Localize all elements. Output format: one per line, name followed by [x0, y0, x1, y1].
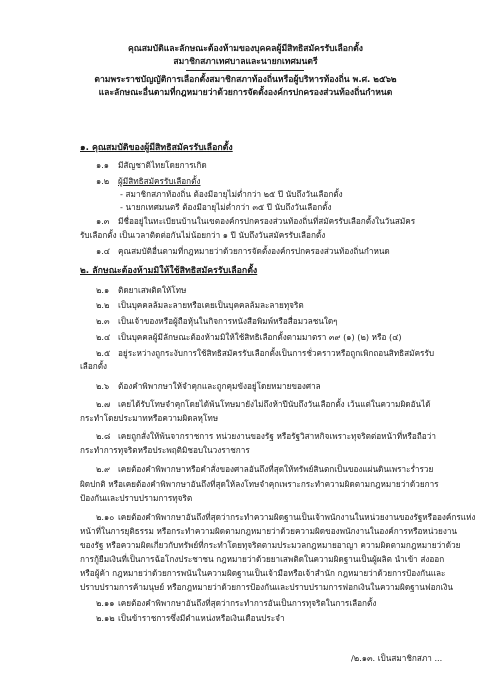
item-2-10-continued-3: การกู้ยืมเงินที่เป็นการฉ้อโกงประชาชน กฎหมายว่าด้วยยาเสพติดในความผิดฐานเป็นผู้ผลิต นำเข้า ส่งออก: [80, 554, 445, 564]
item-number: ๒.๘: [96, 431, 111, 441]
item-2-8: [96, 431, 436, 442]
item-1-2-local-council-age: - สมาชิกสภาท้องถิ่น ต้องมีอายุไม่ต่ำกว่า ๒๕ ปี นับถึงวันเลือกตั้ง: [120, 189, 343, 199]
item-text: มีสัญชาติไทยโดยการเกิด: [118, 160, 207, 170]
header-law-line: ตามพระราชบัญญัติการเลือกตั้งสมาชิกสภาท้องถิ่นหรือผู้บริหารท้องถิ่น พ.ศ. ๒๕๖๒: [94, 75, 397, 85]
section1-title: [80, 143, 233, 154]
item-2-10: [96, 512, 475, 523]
item-2-5: [96, 348, 434, 359]
header-scope-line: และลักษณะอื่นตามที่กฎหมายว่าด้วยการจัดตั้งองค์กรปกครองส่วนท้องถิ่นกำหนด: [98, 88, 393, 98]
item-text: ติดยาเสพติดให้โทษ: [118, 285, 187, 295]
item-text: อยู่ระหว่างถูกระงับการใช้สิทธิสมัครรับเลือกตั้งเป็นการชั่วคราวหรือถูกเพิกถอนสิทธิสมัครรับ: [118, 348, 435, 358]
item-1-2-mayor-age: - นายกเทศมนตรี ต้องมีอายุไม่ต่ำกว่า ๓๕ ปี นับถึงวันเลือกตั้ง: [120, 202, 332, 212]
item-text: เป็นข้าราชการซึ่งมีตำแหน่งหรือเงินเดือนประจำ: [118, 613, 285, 623]
item-2-4: [96, 332, 402, 343]
item-number: ๑.๒: [96, 176, 110, 186]
item-text: คุณสมบัติอื่นตามที่กฎหมายว่าด้วยการจัดตั้งองค์กรปกครองส่วนท้องถิ่นกำหนด: [118, 246, 390, 256]
item-text: เคยต้องคำพิพากษาหรือคำสั่งของศาลอันถึงที่สุดให้ทรัพย์สินตกเป็นของแผ่นดินเพราะร่ำรวย: [118, 464, 434, 474]
item-2-9: [96, 464, 433, 475]
item-1-1: [96, 160, 207, 171]
item-2-1: [96, 285, 186, 296]
section2-title-text: ๒. ลักษณะต้องห้ามมิให้ใช้สิทธิสมัครรับเลือกตั้ง: [80, 266, 258, 276]
item-number: ๒.๑: [96, 285, 110, 295]
item-2-5-continued: เลือกตั้ง: [80, 361, 108, 371]
item-text: เคยได้รับโทษจำคุกโดยได้พ้นโทษมายังไม่ถึงห้าปีนับถึงวันเลือกตั้ง เว้นแต่ในความผิดอันได้: [118, 399, 431, 409]
page-continuation-note: /๒.๑๓. เป็นสมาชิกสภา ...: [351, 653, 443, 663]
header-title-line1: คุณสมบัติและลักษณะต้องห้ามของบุคคลผู้มีสิทธิสมัครรับเลือกตั้ง: [128, 44, 363, 54]
item-text: เคยต้องคำพิพากษาอันถึงที่สุดว่ากระทำความผิดฐานเป็นเจ้าพนักงานในหน่วยงานของรัฐหรือองค์กรแห่ง: [118, 512, 476, 522]
item-2-9-continued-2: ป้องกันและปราบปรามการทุจริต: [80, 493, 193, 503]
header-title-line2: สมาชิกสภาเทศบาลและนายกเทศมนตรี: [173, 57, 318, 67]
item-2-10-continued-5: ปราบปรามการค้ามนุษย์ หรือกฎหมายว่าด้วยการป้องกันและปราบปรามการฟอกเงินในความผิดฐานฟอกเงิน: [80, 582, 453, 592]
item-number: ๒.๙: [96, 464, 110, 474]
item-1-3: [96, 216, 415, 227]
item-1-4: [96, 246, 390, 257]
item-text: เป็นบุคคลล้มละลายหรือเคยเป็นบุคคลล้มละลายทุจริต: [118, 300, 304, 310]
item-number: ๒.๕: [96, 348, 111, 358]
section1-title-text: ๑. คุณสมบัติของผู้มีสิทธิสมัครรับเลือกตั้ง: [80, 143, 233, 153]
item-2-9-continued-1: ผิดปกติ หรือเคยต้องคำพิพากษาอันถึงที่สุดให้ลงโทษจำคุกเพราะกระทำความผิดตามกฎหมายว่าด้วยการ: [80, 479, 439, 489]
item-text: เป็นเจ้าของหรือผู้ถือหุ้นในกิจการหนังสือพิมพ์หรือสื่อมวลชนใดๆ: [118, 316, 338, 326]
item-text: เคยถูกสั่งให้พ้นจากราชการ หน่วยงานของรัฐ หรือรัฐวิสาหกิจเพราะทุจริตต่อหน้าที่หรือถือว่า: [118, 431, 436, 441]
item-2-6: [96, 381, 321, 392]
item-number: ๒.๓: [96, 316, 110, 326]
item-2-7-continued: กระทำโดยประมาทหรือความผิดลหุโทษ: [80, 413, 219, 423]
item-2-10-continued-4: หรือผู้ค้า กฎหมายว่าด้วยการพนันในความผิดฐานเป็นเจ้ามือหรือเจ้าสำนัก กฎหมายว่าด้วยการป้องกันและ: [80, 568, 446, 578]
item-2-7: [96, 399, 431, 410]
item-1-2: [96, 176, 200, 187]
header-divider: [186, 70, 304, 71]
item-2-10-continued-2: ของรัฐ หรือความผิดเกี่ยวกับทรัพย์ที่กระทำโดยทุจริตตามประมวลกฎหมายอาญา ความผิดตามกฎหมายว่าด้วย: [80, 540, 461, 550]
item-2-3: [96, 316, 338, 327]
item-2-11: [96, 598, 376, 609]
item-2-12: [96, 613, 285, 624]
item-text: มีชื่ออยู่ในทะเบียนบ้านในเขตองค์กรปกครองส่วนท้องถิ่นที่สมัครรับเลือกตั้งในวันสมัคร: [118, 216, 416, 226]
item-number: ๒.๒: [96, 300, 110, 310]
item-2-8-continued: กระทำการทุจริตหรือประพฤติมิชอบในวงราชการ: [80, 445, 250, 455]
item-text: เป็นบุคคลผู้มีลักษณะต้องห้ามมิให้ใช้สิทธิเลือกตั้งตามมาตรา ๓๙ (๑) (๒) หรือ (๔): [118, 332, 402, 342]
item-text: เคยต้องคำพิพากษาอันถึงที่สุดว่ากระทำการอันเป็นการทุจริตในการเลือกตั้ง: [118, 598, 377, 608]
item-2-2: [96, 300, 304, 311]
section2-title: [80, 266, 257, 277]
item-number: ๒.๔: [96, 332, 111, 342]
item-1-3-continued: รับเลือกตั้ง เป็นเวลาติดต่อกันไม่น้อยกว่า ๑ ปี นับถึงวันสมัครรับเลือกตั้ง: [80, 230, 326, 240]
item-text: ผู้มีสิทธิสมัครรับเลือกตั้ง: [118, 176, 201, 186]
item-number: ๒.๗: [96, 399, 111, 409]
item-number: ๒.๖: [96, 381, 110, 391]
item-number: ๑.๑: [96, 160, 109, 170]
item-2-10-continued-1: หน้าที่ในการยุติธรรม หรือกระทำความผิดตามกฎหมายว่าด้วยความผิดของพนักงานในองค์การหรือหน่วยงาน: [80, 526, 458, 536]
item-number: ๑.๔: [96, 246, 110, 256]
item-number: ๒.๑๑: [96, 598, 115, 608]
item-text: ต้องคำพิพากษาให้จำคุกและถูกคุมขังอยู่โดยหมายของศาล: [118, 381, 321, 391]
item-number: ๒.๑๒: [96, 613, 115, 623]
item-number: ๑.๓: [96, 216, 110, 226]
item-number: ๒.๑๐: [96, 512, 115, 522]
